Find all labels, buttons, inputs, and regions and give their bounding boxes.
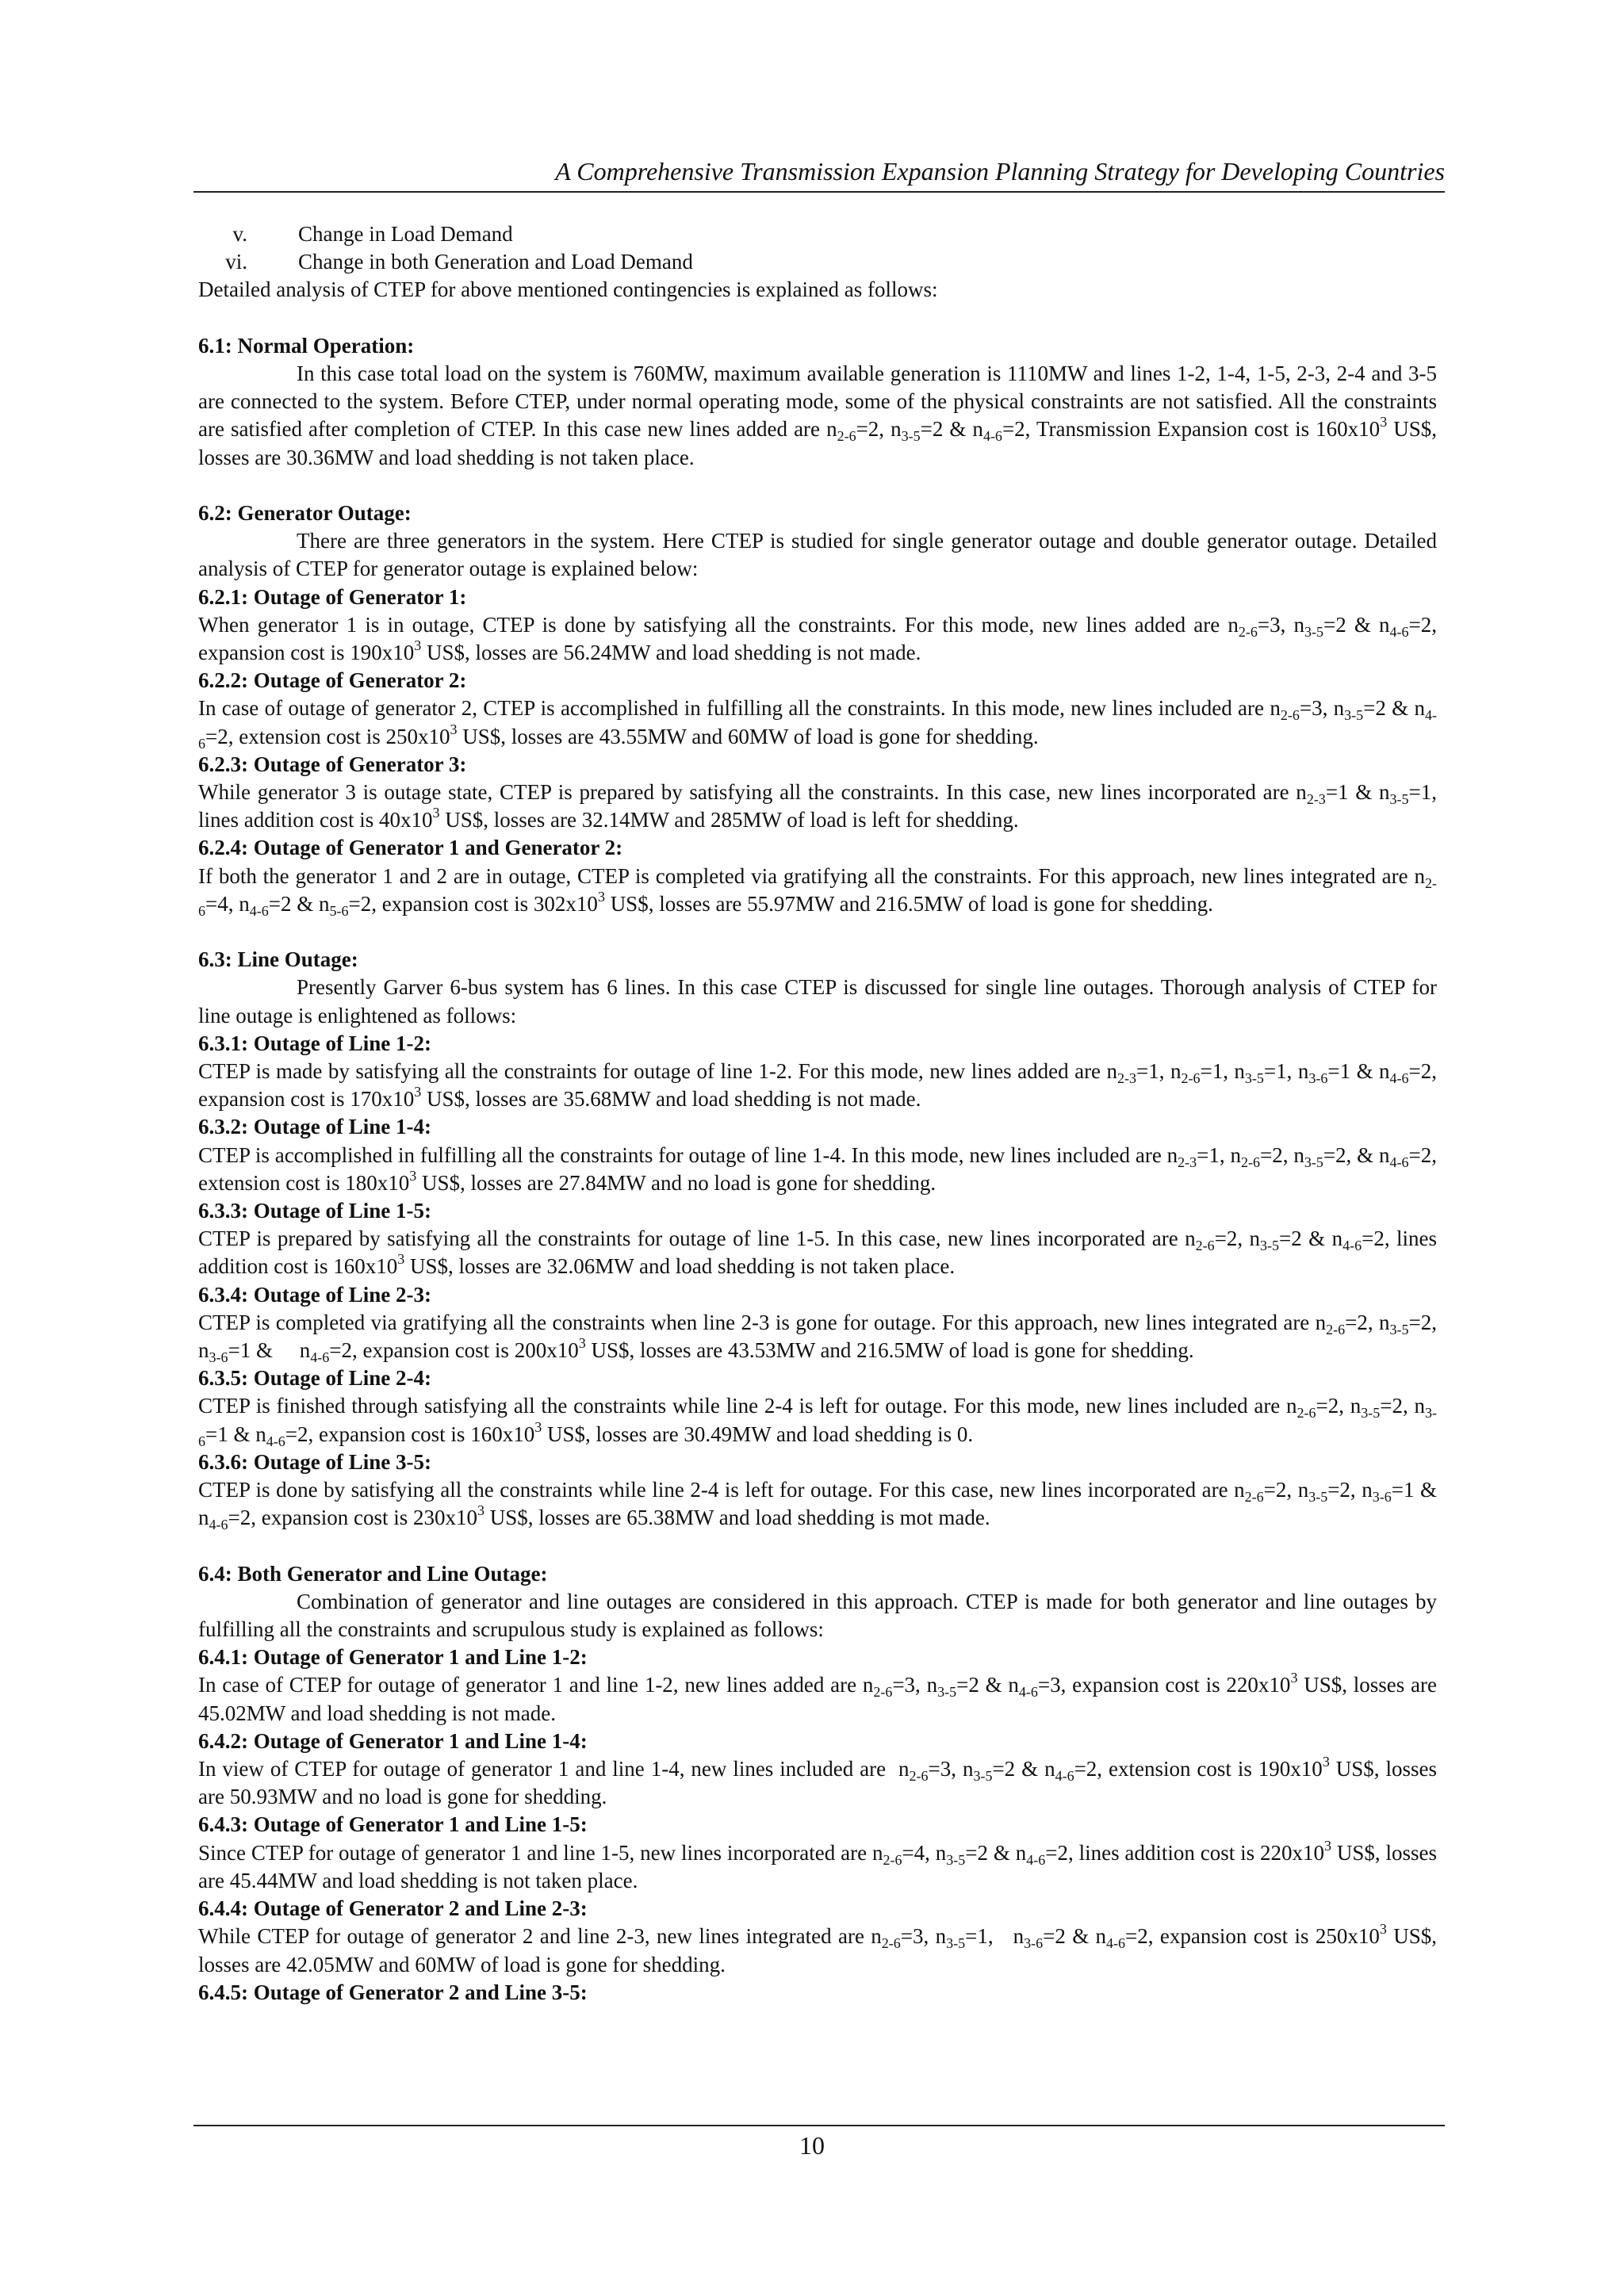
subsection-paragraph: When generator 1 is in outage, CTEP is done by satisfying all the constraints. For this mode, new lines added are $n_{2-6}=3$, $n_{3-5}=2$ & $n_{4-6}=2$, expansion cost is $190x10^3$ US$, losses are 56.24MW and load shedding is not made. [198, 612, 1438, 664]
subsection-paragraph: In view of CTEP for outage of generator 1 and line 1-4, new lines included are $n_{2-6}=3$, $n_{3-5}=2$ & $n_{4-6}=2$, extension cost is $190x10^3$ US$, losses are 50.93MW and no load is gone for shedding. [198, 1754, 1437, 1809]
intro-paragraph: Detailed analysis of CTEP for above mentioned contingencies is explained as follows: [198, 277, 938, 302]
subsection-paragraph: CTEP is finished through satisfying all the constraints while line 2-4 is left for outage. For this mode, new lines included are $n_{2-6}=2$, $n_{3-5}=2$, $n_{3-6}=1$ & $n_{4-6}=2$, expansion cost is $160x10^3$ US$, losses are 30.49MW and load shedding is 0. [198, 1394, 1437, 1449]
section-paragraph: There are three generators in the system. Here CTEP is studied for single generator outage and double generator outage. Detailed analysis of CTEP for generator outage is explained below: [198, 529, 1437, 581]
subsection-heading: 6.3.4: Outage of Line 2-3: [198, 1282, 431, 1307]
subsection-heading: 6.2.1: Outage of Generator 1: [198, 584, 467, 609]
subsection-paragraph: CTEP is completed via gratifying all the constraints when line 2-3 is gone for outage. For this approach, new lines integrated are $n_{2-6}=2$, $n_{3-5}=2$, $n_{3-6}=1$ & $n_{4-6}=2$, expansion cost is $200x10^3$ US$, losses are 43.53MW and 216.5MW of load is gone for shedding. [198, 1310, 1437, 1366]
subsection-list [198, 584, 1437, 918]
subsection-paragraph: CTEP is made by satisfying all the constraints for outage of line 1-2. For this mode, new lines added are $n_{2-3}=1$, $n_{2-6}=1$, $n_{3-5}=1$, $n_{3-6}=1$ & $n_{4-6}=2$, expansion cost is $170x10^3$ US$, losses are 35.68MW and load shedding is not made. [198, 1059, 1438, 1112]
list-item-text: Change in both Generation and Load Demand [298, 250, 693, 274]
section-heading: 6.2: Generator Outage: [198, 500, 412, 525]
list-item-number: v. [232, 222, 247, 246]
subsection-paragraph: CTEP is accomplished in fulfilling all the constraints for outage of line 1-4. In this mode, new lines included are $n_{2-3}=1$, $n_{2-6}=2$, $n_{3-5}=2$, & $n_{4-6}=2$, extension cost is $180x10^3$ US$, losses are 27.84MW and no load is gone for shedding. [198, 1142, 1437, 1195]
subsection-paragraph: While CTEP for outage of generator 2 and line 2-3, new lines integrated are $n_{2-6}=3$, $n_{3-5}=1$, $n_{3-6}=2$ & $n_{4-6}=2$, expansion cost is $250x10^3$ US$, losses are 42.05MW and 60MW of load is gone for shedding. [198, 1921, 1437, 1976]
subsection-paragraph: CTEP is prepared by satisfying all the constraints for outage of line 1-5. In this case, new lines incorporated are $n_{2-6}=2$, $n_{3-5}=2$ & $n_{4-6}=2$, lines addition cost is $160x10^3$ US$, losses are 32.06MW and load shedding is not taken place. [198, 1226, 1437, 1279]
subsection-heading: 6.4.4: Outage of Generator 2 and Line 2-3: [198, 1896, 588, 1921]
subsection-heading: 6.2.4: Outage of Generator 1 and Generator 2: [198, 836, 623, 860]
list-item-number: vi. [225, 250, 247, 274]
subsection-paragraph: CTEP is done by satisfying all the constraints while line 2-4 is left for outage. For this case, new lines incorporated are $n_{2-6}=2$, $n_{3-5}=2$, $n_{3-6}=1$ & $n_{4-6}=2$, expansion cost is $230x10^3$ US$, losses are 65.38MW and load shedding is mot made. [198, 1478, 1438, 1533]
subsection-heading: 6.3.1: Outage of Line 1-2: [198, 1031, 431, 1055]
subsection-heading: 6.4.1: Outage of Generator 1 and Line 1-2: [198, 1645, 588, 1670]
section-heading: 6.1: Normal Operation: [198, 333, 415, 358]
subsection-heading: 6.4.3: Outage of Generator 1 and Line 1-5: [198, 1812, 588, 1837]
subsection-heading: 6.3.6: Outage of Line 3-5: [198, 1449, 431, 1474]
running-title: A Comprehensive Transmission Expansion Planning Strategy for Developing Countries [555, 157, 1445, 186]
section-paragraph: In this case total load on the system is 760MW, maximum available generation is 1110MW and lines 1-2, 1-4, 1-5, 2-3, 2-4 and 3-5 are connected to the system. Before CTEP, under normal operating mode, some of the physical constraints are not satisfied. All the constraints are satisfied after completion of CTEP. In this case new lines added are $n_{2-6}=2$, $n_{3-5}=2$ & $n_{4-6}=2$, Transmission Expansion cost is $160x10^3$ US$, losses are 30.36MW and load shedding is not taken place. [198, 361, 1437, 469]
subsection-paragraph: Since CTEP for outage of generator 1 and line 1-5, new lines incorporated are $n_{2-6}=4$, $n_{3-5}=2$ & $n_{4-6}=2$, lines addition cost is $220x10^3$ US$, losses are 45.44MW and load shedding is not taken place. [198, 1837, 1437, 1892]
subsection-paragraph: If both the generator 1 and 2 are in outage, CTEP is completed via gratifying all the constraints. For this approach, new lines integrated are $n_{2-6}=4$, $n_{4-6}=2$ & $n_{5-6}=2$, expansion cost is $302x10^3$ US$, losses are 55.97MW and 216.5MW of load is gone for shedding. [198, 863, 1437, 919]
section-paragraph: Presently Garver 6-bus system has 6 lines. In this case CTEP is discussed for single line outages. Thorough analysis of CTEP for line outage is enlightened as follows: [198, 975, 1437, 1027]
subsection-heading: 6.2.3: Outage of Generator 3: [198, 752, 467, 776]
subsection-heading: 6.3.5: Outage of Line 2-4: [198, 1366, 431, 1391]
footer-rule [193, 2125, 1445, 2126]
section-heading: 6.4: Both Generator and Line Outage: [198, 1561, 548, 1586]
subsection-paragraph: While generator 3 is outage state, CTEP is prepared by satisfying all the constraints. In this case, new lines incorporated are $n_{2-3}=1$ & $n_{3-5}=1$, lines addition cost is $40x10^3$ US$, losses are 32.14MW and 285MW of load is left for shedding. [198, 780, 1437, 832]
section-heading: 6.3: Line Outage: [198, 947, 358, 972]
subsection-list [198, 1030, 1437, 1533]
subsection-paragraph: In case of CTEP for outage of generator 1 and line 1-2, new lines added are $n_{2-6}=3$, $n_{3-5}=2$ & $n_{4-6}=3$, expansion cost is $220x10^3$ US$, losses are 45.02MW and load shedding is not made. [198, 1670, 1437, 1725]
page-body [198, 220, 1437, 2007]
page-number: 10 [799, 2131, 825, 2160]
list-item [198, 248, 1437, 276]
header-rule [193, 191, 1445, 193]
subsection-heading: 6.2.2: Outage of Generator 2: [198, 668, 467, 693]
subsection-heading: 6.3.3: Outage of Line 1-5: [198, 1199, 431, 1223]
subsection-heading: 6.4.5: Outage of Generator 2 and Line 3-5: [198, 1980, 588, 2004]
list-item-text: Change in Load Demand [298, 222, 513, 246]
subsection-heading: 6.4.2: Outage of Generator 1 and Line 1-4: [198, 1728, 588, 1753]
subsection-paragraph: In case of outage of generator 2, CTEP is accomplished in fulfilling all the constraints. In this mode, new lines included are $n_{2-6}=3$, $n_{3-5}=2$ & $n_{4-6}=2$, extension cost is $250x10^3$ US$, losses are 43.55MW and 60MW of load is gone for shedding. [198, 696, 1438, 752]
subsection-list [198, 1644, 1437, 2007]
list-item [198, 220, 1437, 248]
section-paragraph: Combination of generator and line outages are considered in this approach. CTEP is made for both generator and line outages by fulfilling all the constraints and scrupulous study is explained as follows: [198, 1589, 1437, 1642]
subsection-heading: 6.3.2: Outage of Line 1-4: [198, 1115, 431, 1139]
